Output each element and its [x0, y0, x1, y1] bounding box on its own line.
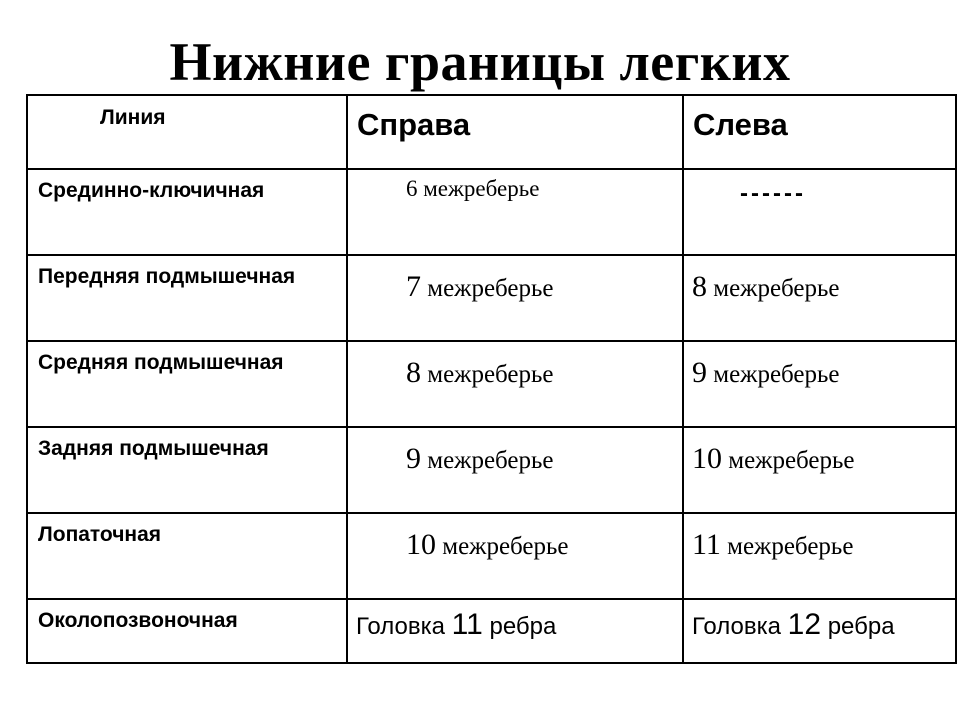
left-value	[684, 428, 955, 476]
table-row	[27, 599, 956, 663]
right-value	[348, 256, 682, 304]
header-left-label: Слева	[693, 107, 788, 142]
left-value	[684, 256, 955, 304]
table-row	[27, 341, 956, 427]
right-value-number: 8	[406, 356, 421, 389]
left-value-unit: межреберье	[713, 361, 840, 388]
left-value-cell	[683, 169, 956, 255]
line-name: Лопаточная	[38, 523, 162, 546]
left-value	[684, 342, 955, 390]
left-value: ------	[740, 180, 806, 207]
right-value	[348, 342, 682, 390]
right-value-unit: межреберье	[442, 533, 569, 560]
left-value-cell	[683, 341, 956, 427]
table-row	[27, 255, 956, 341]
line-name-cell	[27, 341, 347, 427]
right-value	[348, 428, 682, 476]
left-value-cell	[683, 427, 956, 513]
right-value-unit: межреберье	[427, 361, 554, 388]
line-name-cell	[27, 169, 347, 255]
right-value-cell	[347, 513, 683, 599]
left-value-number: 10	[692, 442, 722, 475]
left-value-number: 9	[692, 356, 707, 389]
header-right-label: Справа	[357, 107, 471, 142]
table-row	[27, 169, 956, 255]
left-value-number: 11	[692, 528, 721, 561]
left-value-number: 8	[692, 270, 707, 303]
left-value-prefix: Головка	[692, 613, 781, 640]
right-value-unit: межреберье	[427, 447, 554, 474]
right-value-cell	[347, 169, 683, 255]
right-value-cell	[347, 599, 683, 663]
lung-borders-table	[26, 94, 957, 664]
line-name: Задняя подмышечная	[38, 437, 269, 460]
line-name: Околопозвоночная	[38, 609, 238, 632]
line-name: Срединно-ключичная	[38, 179, 265, 202]
page-title: Нижние границы легких	[169, 32, 791, 92]
header-cell-right	[347, 95, 683, 169]
left-value-cell	[683, 255, 956, 341]
right-value-number: 7	[406, 270, 421, 303]
left-value-unit: межреберье	[713, 275, 840, 302]
line-name-cell	[27, 599, 347, 663]
header-cell-line	[27, 95, 347, 169]
right-value-unit: межреберье	[427, 275, 554, 302]
line-name: Передняя подмышечная	[38, 265, 296, 288]
table-row	[27, 513, 956, 599]
left-value	[684, 514, 955, 562]
left-value-unit: межреберье	[727, 533, 854, 560]
right-value	[348, 514, 682, 562]
line-name-cell	[27, 513, 347, 599]
right-value-cell	[347, 255, 683, 341]
line-name-cell	[27, 255, 347, 341]
right-value-number: 10	[406, 528, 436, 561]
right-value-number: 9	[406, 442, 421, 475]
line-name-cell	[27, 427, 347, 513]
left-value-unit: межреберье	[728, 447, 855, 474]
right-value-number: 11	[451, 608, 483, 641]
right-value-cell	[347, 341, 683, 427]
left-value-suffix: ребра	[827, 613, 895, 640]
left-value	[684, 600, 955, 642]
table-header-row	[27, 95, 956, 169]
right-value-prefix: Головка	[356, 613, 445, 640]
table-row	[27, 427, 956, 513]
right-value-suffix: ребра	[489, 613, 557, 640]
left-value-cell	[683, 513, 956, 599]
header-line-label: Линия	[100, 106, 166, 129]
right-value-cell	[347, 427, 683, 513]
left-value-number: 12	[787, 608, 822, 641]
left-value-cell	[683, 599, 956, 663]
line-name: Средняя подмышечная	[38, 351, 284, 374]
right-value	[348, 600, 682, 642]
right-value: 6 межреберье	[406, 176, 540, 201]
header-cell-left	[683, 95, 956, 169]
